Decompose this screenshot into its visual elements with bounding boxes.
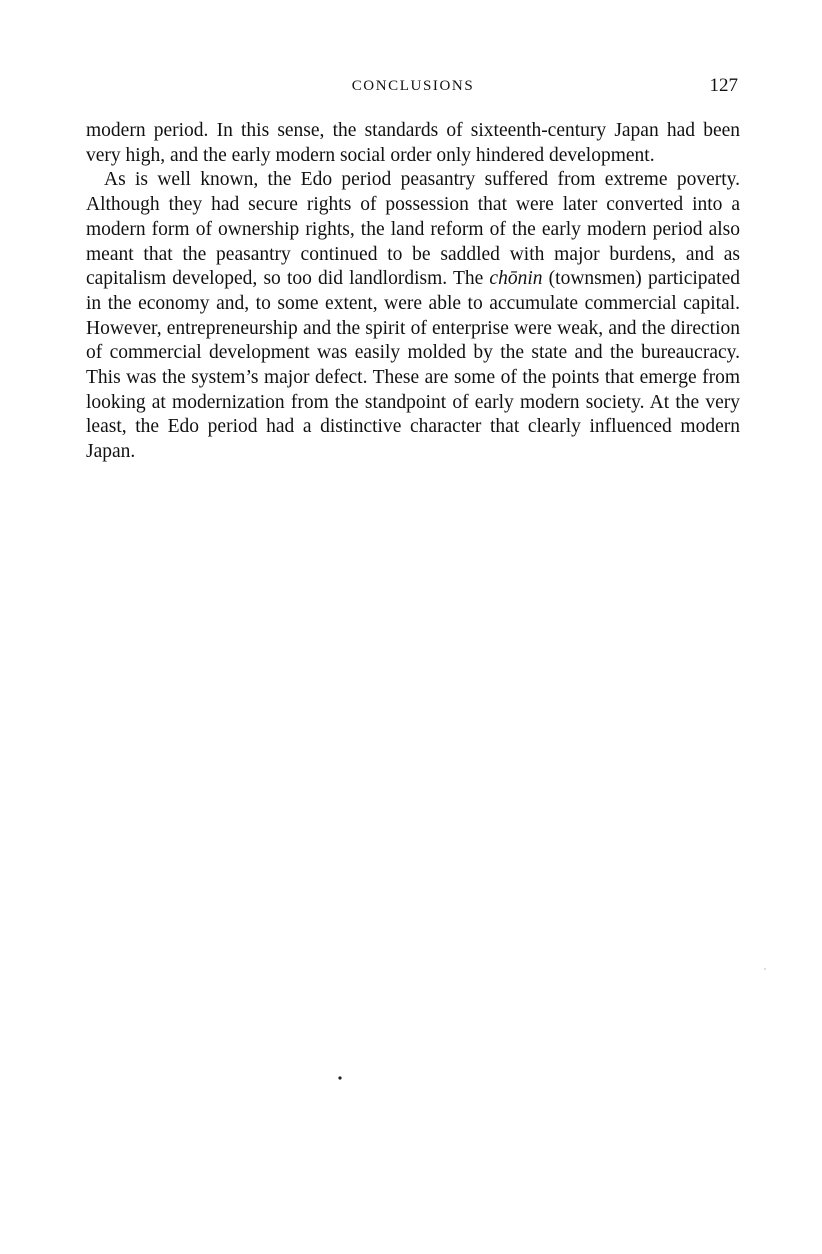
paragraph-2-text-before-term: As is well known, the Edo period peasantry suffered from extreme poverty. Although they had secure rights of possession that were later converted into a modern form of ownership rights, the land reform of the early modern period also meant that the peasantry continued to be saddled with major burdens, and as capitalism developed, so too did landlordism. The: [86, 169, 740, 290]
running-head: [86, 74, 740, 98]
scan-speck: [338, 1076, 341, 1079]
italic-term-chonin: chōnin: [489, 268, 543, 290]
paragraph-2: [86, 168, 740, 464]
paragraph-2-text-after-term: (townsmen) participated in the economy and, to some extent, were able to accumulate commercial capital. However, entrepreneurship and the spirit of enterprise were weak, and the direction of commercial development was easily molded by the state and the bureaucracy. This was the system’s major defect. These are some of the points that emerge from looking at modernization from the standpoint of early modern society. At the very least, the Edo period had a distinctive character that clearly influenced modern Japan.: [86, 268, 740, 463]
page-number: 127: [709, 75, 738, 96]
body-text: [86, 119, 740, 465]
paragraph-1: modern period. In this sense, the standards of sixteenth-century Japan had been very high, and the early modern social order only hindered development.: [86, 120, 740, 166]
scan-speck: [764, 968, 765, 969]
running-title: CONCLUSIONS: [351, 78, 475, 94]
